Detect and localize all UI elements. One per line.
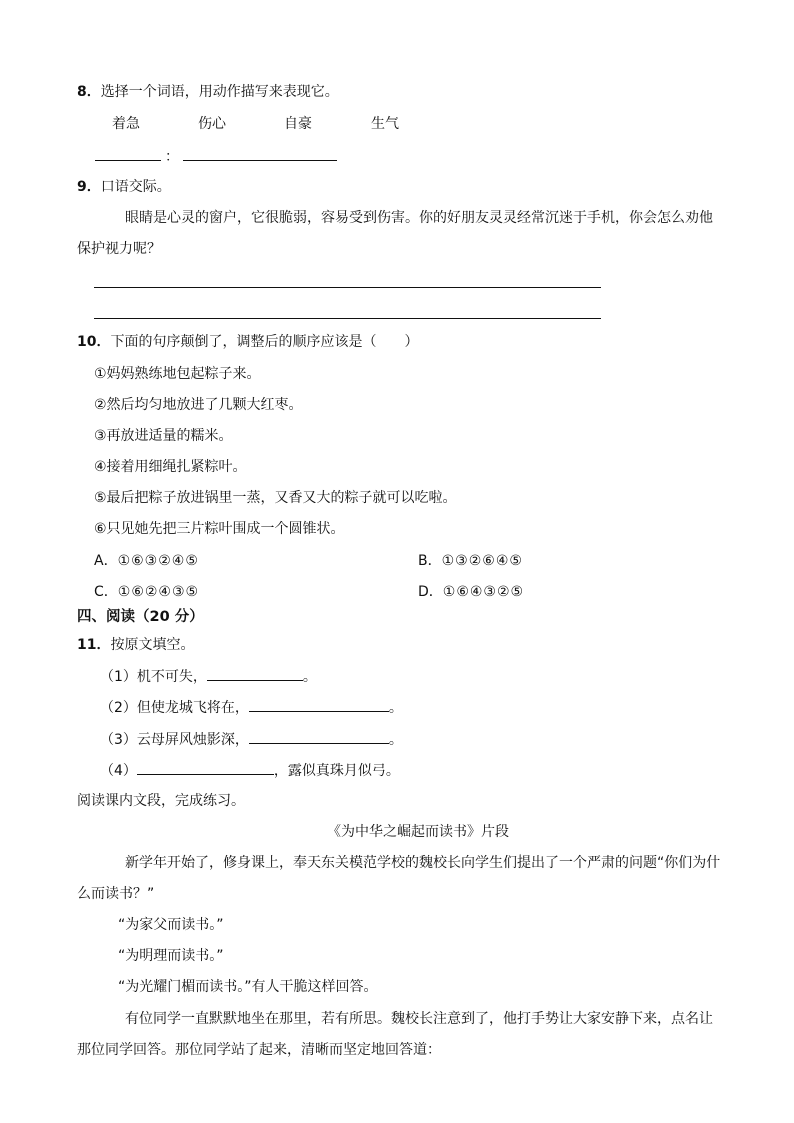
- passage-p2-line-2: 那位同学回答。那位同学站了起来，清晰而坚定地回答道：: [77, 1042, 441, 1058]
- q9-number: 9．: [77, 179, 101, 195]
- q10-option-a-value: ①⑥③②④⑤: [117, 553, 199, 569]
- q11-item-2: [100, 697, 403, 718]
- q11-item-4: [100, 760, 400, 781]
- q8-question: [77, 82, 339, 102]
- q10-option-d[interactable]: [418, 582, 524, 602]
- q8-description-blank[interactable]: [183, 146, 337, 161]
- q11-item-3-label: （3）: [100, 732, 137, 748]
- passage-title: 《为中华之崛起而读书》片段: [327, 824, 509, 840]
- q11-question: [77, 635, 194, 655]
- q8-answer-line[interactable]: [95, 146, 337, 167]
- q10-option-a[interactable]: [94, 551, 199, 571]
- passage-quote-2: “为明理而读书。”: [118, 948, 224, 964]
- q10-option-b-value: ①③②⑥④⑤: [441, 553, 523, 569]
- q10-option-c[interactable]: [94, 582, 199, 602]
- q9-paragraph-line-2: 保护视力呢？: [77, 241, 161, 257]
- q11-item-3: [100, 729, 403, 750]
- q10-sentence-3: ③再放进适量的糯米。: [94, 428, 233, 444]
- passage-quote-3: “为光耀门楣而读书。”有人干脆这样回答。: [118, 979, 378, 995]
- q11-item-3-after: 。: [388, 732, 403, 748]
- q11-number: 11．: [77, 637, 111, 653]
- q8-colon: ：: [165, 149, 179, 165]
- q11-item-1: [100, 666, 317, 687]
- q8-word-1: 着急: [112, 116, 140, 132]
- q8-prompt: 选择一个词语，用动作描写来表现它。: [100, 84, 339, 100]
- q10-option-b-label: B．: [418, 553, 442, 569]
- q11-item-1-label: （1）: [100, 669, 137, 685]
- q10-option-c-label: C．: [94, 584, 118, 600]
- q11-item-1-after: 。: [302, 669, 317, 685]
- q8-word-2: 伤心: [198, 116, 226, 132]
- q10-sentence-4: ④接着用细绳扎紧粽叶。: [94, 459, 247, 475]
- passage-p1-line-1: 新学年开始了，修身课上，奉天东关模范学校的魏校长向学生们提出了一个严肃的问题“你们为什: [125, 855, 721, 871]
- q8-word-4: 生气: [371, 116, 399, 132]
- q10-option-a-label: A．: [94, 553, 118, 569]
- q9-answer-line-2[interactable]: [94, 318, 601, 319]
- q9-answer-line-1[interactable]: [94, 287, 601, 288]
- q8-number: 8．: [77, 84, 101, 100]
- q11-prompt: 按原文填空。: [110, 637, 195, 653]
- section-heading: 四、阅读（20 分）: [77, 609, 204, 625]
- q10-sentence-2: ②然后均匀地放进了几颗大红枣。: [94, 397, 303, 413]
- q11-item-3-before: 云母屏风烛影深，: [136, 732, 249, 748]
- q11-item-2-blank[interactable]: [249, 697, 389, 712]
- q11-item-3-blank[interactable]: [249, 729, 389, 744]
- q10-sentence-1: ①妈妈熟练地包起粽子来。: [94, 366, 261, 382]
- q10-option-b[interactable]: [418, 551, 523, 571]
- q10-number: 10．: [77, 334, 111, 350]
- q9-question: [77, 177, 171, 197]
- passage-p1-line-2: 么而读书？”: [77, 886, 155, 902]
- q11-item-1-before: 机不可失，: [136, 669, 207, 685]
- q10-question: [77, 332, 418, 352]
- q10-option-d-label: D．: [418, 584, 443, 600]
- passage-quote-1: “为家父而读书。”: [118, 917, 224, 933]
- q10-option-d-value: ①⑥④③②⑤: [442, 584, 525, 600]
- q11-item-1-blank[interactable]: [207, 666, 303, 681]
- q10-prompt: 下面的句序颠倒了，调整后的顺序应该是（ ）: [110, 334, 419, 350]
- q11-item-2-before: 但使龙城飞将在，: [136, 700, 249, 716]
- q10-sentence-6: ⑥只见她先把三片粽叶围成一个圆锥状。: [94, 521, 345, 537]
- q11-item-4-label: （4）: [100, 763, 137, 779]
- q9-prompt: 口语交际。: [100, 179, 171, 195]
- reading-intro: 阅读课内文段，完成练习。: [77, 793, 245, 809]
- q11-item-2-after: 。: [388, 700, 403, 716]
- q8-word-3: 自豪: [284, 116, 312, 132]
- passage-p2-line-1: 有位同学一直默默地坐在那里，若有所思。魏校长注意到了，他打手势让大家安静下来，点名让: [125, 1011, 713, 1027]
- q10-option-c-value: ①⑥②④③⑤: [117, 584, 200, 600]
- q9-paragraph-line-1: 眼睛是心灵的窗户，它很脆弱，容易受到伤害。你的好朋友灵灵经常沉迷于手机，你会怎么劝他: [125, 210, 713, 226]
- q11-item-4-blank[interactable]: [137, 760, 274, 775]
- q10-sentence-5: ⑤最后把粽子放进锅里一蒸，又香又大的粽子就可以吃啦。: [94, 490, 457, 506]
- q8-word-blank[interactable]: [95, 146, 161, 161]
- q11-item-2-label: （2）: [100, 700, 137, 716]
- q11-item-4-after: ，露似真珠月似弓。: [273, 763, 400, 779]
